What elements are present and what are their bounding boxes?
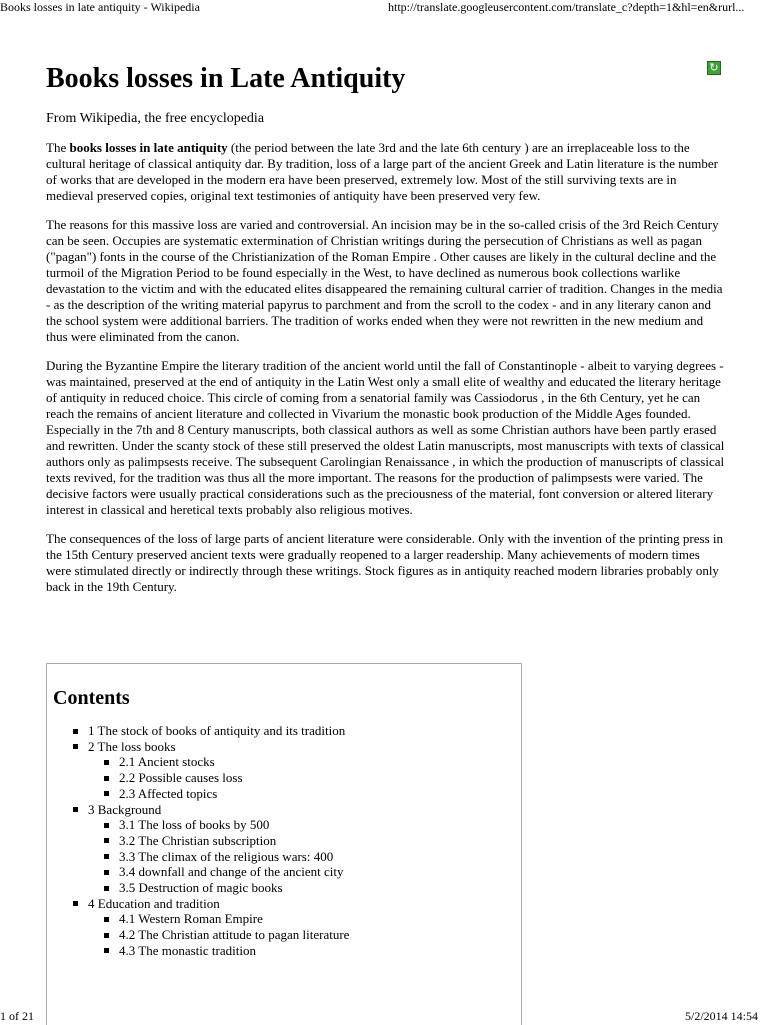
- toc-item-label[interactable]: 3 Background: [88, 801, 162, 817]
- article-body: [46, 140, 726, 608]
- toc-subitem[interactable]: [104, 754, 521, 770]
- toc-sublist: [73, 754, 521, 801]
- toc-subitem-label[interactable]: 3.5 Destruction of magic books: [119, 880, 283, 896]
- toc-subitem[interactable]: [104, 817, 521, 833]
- bullet-icon: [104, 760, 109, 765]
- toc-subitem[interactable]: [104, 927, 521, 943]
- toc-item[interactable]: [73, 723, 521, 739]
- toc-subitem[interactable]: [104, 849, 521, 865]
- toc-subitem-label[interactable]: 4.3 The monastic tradition: [119, 942, 256, 958]
- toc-item-label[interactable]: 4 Education and tradition: [88, 895, 220, 911]
- toc-sublist: [73, 911, 521, 958]
- toc-subitem-label[interactable]: 2.1 Ancient stocks: [119, 754, 215, 770]
- bullet-icon: [104, 838, 109, 843]
- bullet-icon: [104, 948, 109, 953]
- toc-subitem[interactable]: [104, 864, 521, 880]
- paragraph-1-lead: The: [46, 140, 70, 155]
- toc-subitem[interactable]: [104, 786, 521, 802]
- bullet-icon: [104, 791, 109, 796]
- bullet-icon: [104, 823, 109, 828]
- toc-list: [47, 723, 521, 959]
- toc-subitem-label[interactable]: 2.3 Affected topics: [119, 785, 218, 801]
- edit-icon[interactable]: ↻: [707, 61, 721, 75]
- toc-subitem[interactable]: [104, 911, 521, 927]
- article-title: Books losses in Late Antiquity: [46, 63, 406, 94]
- table-of-contents: [46, 663, 522, 1025]
- toc-item[interactable]: [73, 896, 521, 912]
- toc-subitem-label[interactable]: 2.2 Possible causes loss: [119, 770, 243, 786]
- toc-title: Contents: [53, 687, 130, 709]
- toc-subitem-label[interactable]: 3.1 The loss of books by 500: [119, 817, 270, 833]
- bullet-icon: [104, 933, 109, 938]
- bullet-icon: [104, 776, 109, 781]
- bullet-icon: [104, 886, 109, 891]
- toc-item-label[interactable]: 1 The stock of books of antiquity and its tradition: [88, 723, 346, 738]
- toc-item-label[interactable]: 2 The loss books: [88, 738, 176, 754]
- toc-subitem-label[interactable]: 4.1 Western Roman Empire: [119, 911, 263, 927]
- toc-subitem[interactable]: [104, 833, 521, 849]
- bullet-icon: [73, 807, 78, 812]
- toc-subitem[interactable]: [104, 880, 521, 896]
- toc-sublist: [73, 817, 521, 896]
- paragraph-1-rest: (the period between the late 3rd and the late 6th century ) are an irreplaceable loss to the cultural heritage of classical antiquity dar. By tradition, loss of a large part of the ancient Greek and Latin literature is the number of works that are developed in the modern era have been preserved, extremely low. Most of the still surviving texts are in medieval preserved copies, original text testimonies of antiquity have been preserved very few.: [46, 140, 718, 203]
- bullet-icon: [104, 917, 109, 922]
- bullet-icon: [73, 901, 78, 906]
- toc-subitem[interactable]: [104, 943, 521, 959]
- paragraph-1: [46, 140, 726, 204]
- toc-subitem[interactable]: [104, 770, 521, 786]
- toc-subitem-label[interactable]: 3.3 The climax of the religious wars: 400: [119, 848, 334, 864]
- bullet-icon: [104, 854, 109, 859]
- paragraph-2: The reasons for this massive loss are varied and controversial. An incision may be in the so-called crisis of the 3rd Reich Century can be seen. Occupies are systematic extermination of Christian writings during the persecution of Christians as well as pagan ("pagan") fonts in the course of the Christianization of the Roman Empire . Other causes are likely in the cultural decline and the turmoil of the Migration Period to be found especially in the West, to have declined as numerous book collections warlike devastation to the victim and with the educated elites disappeared the remaining cultural carrier of tradition. Changes in the media - as the description of the writing material papyrus to parchment and from the scroll to the codex - and in any literary canon and the school system were additional barriers. The tradition of works ended when they were not rewritten in the new medium and thus were eliminated from the canon.: [46, 217, 723, 344]
- bullet-icon: [73, 729, 78, 734]
- toc-item[interactable]: [73, 802, 521, 818]
- page-header-url[interactable]: http://translate.googleusercontent.com/translate_c?depth=1&hl=en&rurl...: [388, 0, 745, 14]
- bullet-icon: [73, 744, 78, 749]
- toc-subitem-label[interactable]: 3.4 downfall and change of the ancient city: [119, 864, 344, 880]
- bullet-icon: [104, 870, 109, 875]
- page-number: 1 of 21: [0, 1009, 34, 1023]
- article-subtitle: From Wikipedia, the free encyclopedia: [46, 111, 265, 126]
- toc-subitem-label[interactable]: 4.2 The Christian attitude to pagan literature: [119, 927, 350, 943]
- print-datetime: 5/2/2014 14:54: [684, 1009, 758, 1023]
- toc-item[interactable]: [73, 739, 521, 755]
- bold-term: books losses in late antiquity: [69, 140, 228, 155]
- page-header-title: Books losses in late antiquity - Wikipedia: [0, 0, 200, 14]
- paragraph-3: During the Byzantine Empire the literary tradition of the ancient world until the fall of Constantinople - albeit to varying degrees - was maintained, preserved at the end of antiquity in the Latin West only a small elite of wealthy and educated the literary heritage of antiquity in reduced choice. This circle of coming from a senatorial family was Cassiodorus , in the 6th Century, yet he can reach the remains of ancient literature and collected in Vivarium the monastic book production of the Middle Ages founded. Especially in the 7th and 8 Century manuscripts, both classical authors as well as some Christian authors have been partly erased and rewritten. Under the scanty stock of these still preserved the oldest Latin manuscripts, most manuscripts with texts of classical authors only as palimpsests receive. The subsequent Carolingian Renaissance , in which the production of manuscripts of classical texts revived, for the tradition was thus all the more important. The reasons for the production of palimpsests were varied. The decisive factors were usually practical considerations such as the preciousness of the material, font conversion or altered literary interest in classical and heretical texts probably also religious motives.: [46, 358, 725, 517]
- toc-subitem-label[interactable]: 3.2 The Christian subscription: [119, 832, 277, 848]
- paragraph-4: The consequences of the loss of large parts of ancient literature were considerable. Only with the invention of the printing press in the 15th Century preserved ancient texts were gradually reopened to a larger readership. Many achievements of modern times were stimulated directly or indirectly through these writings. Stock figures as in antiquity reached modern libraries probably only back in the 19th Century.: [46, 531, 723, 594]
